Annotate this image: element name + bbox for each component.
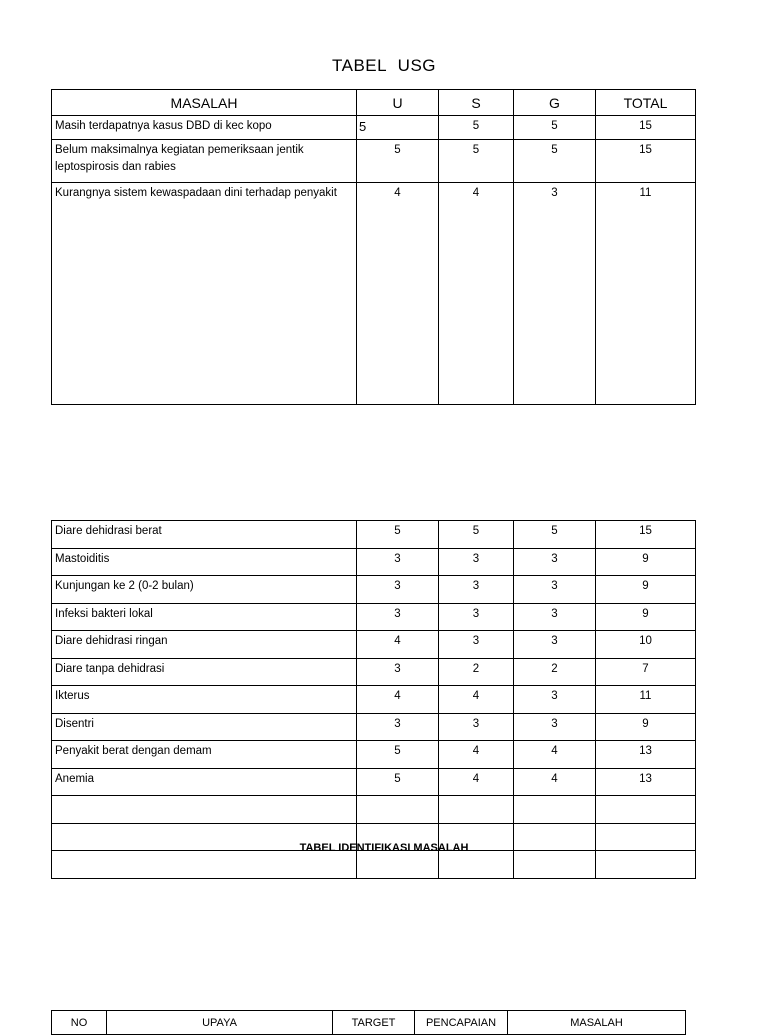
header-pencapaian: PENCAPAIAN <box>415 1011 508 1035</box>
g-cell: 4 <box>514 741 596 769</box>
u-cell <box>357 796 439 824</box>
g-cell: 3 <box>514 183 596 405</box>
s-cell: 3 <box>439 713 514 741</box>
masalah-cell: Kurangnya sistem kewaspadaan dini terhadap penyakit <box>52 183 357 405</box>
u-cell: 3 <box>357 576 439 604</box>
table-row <box>52 116 696 140</box>
table-row <box>52 796 696 824</box>
u-cell <box>357 851 439 879</box>
header-target: TARGET <box>333 1011 415 1035</box>
u-cell: 4 <box>357 183 439 405</box>
table-row <box>52 631 696 659</box>
total-cell: 9 <box>596 713 696 741</box>
s-cell: 4 <box>439 686 514 714</box>
masalah-cell <box>52 851 357 879</box>
u-cell: 5 <box>357 741 439 769</box>
header-masalah: MASALAH <box>508 1011 686 1035</box>
header-s: S <box>439 90 514 116</box>
total-cell <box>596 851 696 879</box>
g-cell: 2 <box>514 658 596 686</box>
s-cell <box>439 796 514 824</box>
masalah-cell: Diare dehidrasi ringan <box>52 631 357 659</box>
table-row <box>52 521 696 549</box>
masalah-cell: Diare tanpa dehidrasi <box>52 658 357 686</box>
s-cell: 4 <box>439 741 514 769</box>
total-cell: 11 <box>596 686 696 714</box>
masalah-cell: Ikterus <box>52 686 357 714</box>
header-total: TOTAL <box>596 90 696 116</box>
u-cell: 5 <box>357 140 439 183</box>
total-cell: 10 <box>596 631 696 659</box>
table-row <box>52 548 696 576</box>
s-cell: 3 <box>439 548 514 576</box>
u-cell: 3 <box>357 603 439 631</box>
header-g: G <box>514 90 596 116</box>
u-cell: 5 <box>357 768 439 796</box>
s-cell: 3 <box>439 631 514 659</box>
g-cell <box>514 851 596 879</box>
header-u: U <box>357 90 439 116</box>
total-cell: 9 <box>596 548 696 576</box>
u-cell: 3 <box>357 658 439 686</box>
masalah-cell: Anemia <box>52 768 357 796</box>
table-row <box>52 686 696 714</box>
header-masalah: MASALAH <box>52 90 357 116</box>
s-cell: 5 <box>439 116 514 140</box>
masalah-cell: Mastoiditis <box>52 548 357 576</box>
identification-table <box>51 520 696 879</box>
g-cell: 3 <box>514 686 596 714</box>
u-cell: 4 <box>357 686 439 714</box>
u-cell: 5 <box>357 521 439 549</box>
header-no: NO <box>52 1011 107 1035</box>
u-cell: 3 <box>357 548 439 576</box>
total-cell: 15 <box>596 140 696 183</box>
u-cell: 5 <box>357 116 439 140</box>
total-cell: 7 <box>596 658 696 686</box>
masalah-cell <box>52 796 357 824</box>
usg-table <box>51 89 696 405</box>
s-cell: 5 <box>439 521 514 549</box>
masalah-cell: Disentri <box>52 713 357 741</box>
table-row <box>52 658 696 686</box>
g-cell: 3 <box>514 576 596 604</box>
total-cell: 13 <box>596 768 696 796</box>
s-cell: 3 <box>439 576 514 604</box>
total-cell: 13 <box>596 741 696 769</box>
u-cell: 4 <box>357 631 439 659</box>
s-cell: 2 <box>439 658 514 686</box>
s-cell <box>439 851 514 879</box>
total-cell: 15 <box>596 116 696 140</box>
total-cell: 9 <box>596 603 696 631</box>
masalah-cell: Infeksi bakteri lokal <box>52 603 357 631</box>
u-cell: 3 <box>357 713 439 741</box>
s-cell: 4 <box>439 183 514 405</box>
table-row <box>52 768 696 796</box>
table-row <box>52 741 696 769</box>
table-row <box>52 183 696 405</box>
s-cell: 5 <box>439 140 514 183</box>
header-upaya: UPAYA <box>107 1011 333 1035</box>
total-cell: 15 <box>596 521 696 549</box>
total-cell <box>596 796 696 824</box>
upaya-header-row <box>52 1011 686 1035</box>
g-cell: 3 <box>514 548 596 576</box>
s-cell: 4 <box>439 768 514 796</box>
table-row <box>52 576 696 604</box>
g-cell: 4 <box>514 768 596 796</box>
g-cell: 5 <box>514 140 596 183</box>
g-cell: 5 <box>514 521 596 549</box>
g-cell: 3 <box>514 631 596 659</box>
s-cell: 3 <box>439 603 514 631</box>
table-row <box>52 603 696 631</box>
page-title: TABEL USG <box>331 56 437 75</box>
table-caption: TABEL IDENTIFIKASI MASALAH <box>299 842 469 854</box>
masalah-cell: Belum maksimalnya kegiatan pemeriksaan jentik leptospirosis dan rabies <box>52 140 357 183</box>
table-row <box>52 140 696 183</box>
usg-header-row <box>52 90 696 116</box>
g-cell: 3 <box>514 603 596 631</box>
masalah-cell: Penyakit berat dengan demam <box>52 741 357 769</box>
masalah-cell: Kunjungan ke 2 (0-2 bulan) <box>52 576 357 604</box>
g-cell <box>514 796 596 824</box>
table-row <box>52 851 696 879</box>
g-cell: 3 <box>514 713 596 741</box>
upaya-table <box>51 1010 686 1035</box>
masalah-cell: Masih terdapatnya kasus DBD di kec kopo <box>52 116 357 140</box>
total-cell: 9 <box>596 576 696 604</box>
table-row <box>52 713 696 741</box>
g-cell: 5 <box>514 116 596 140</box>
total-cell: 11 <box>596 183 696 405</box>
masalah-cell: Diare dehidrasi berat <box>52 521 357 549</box>
